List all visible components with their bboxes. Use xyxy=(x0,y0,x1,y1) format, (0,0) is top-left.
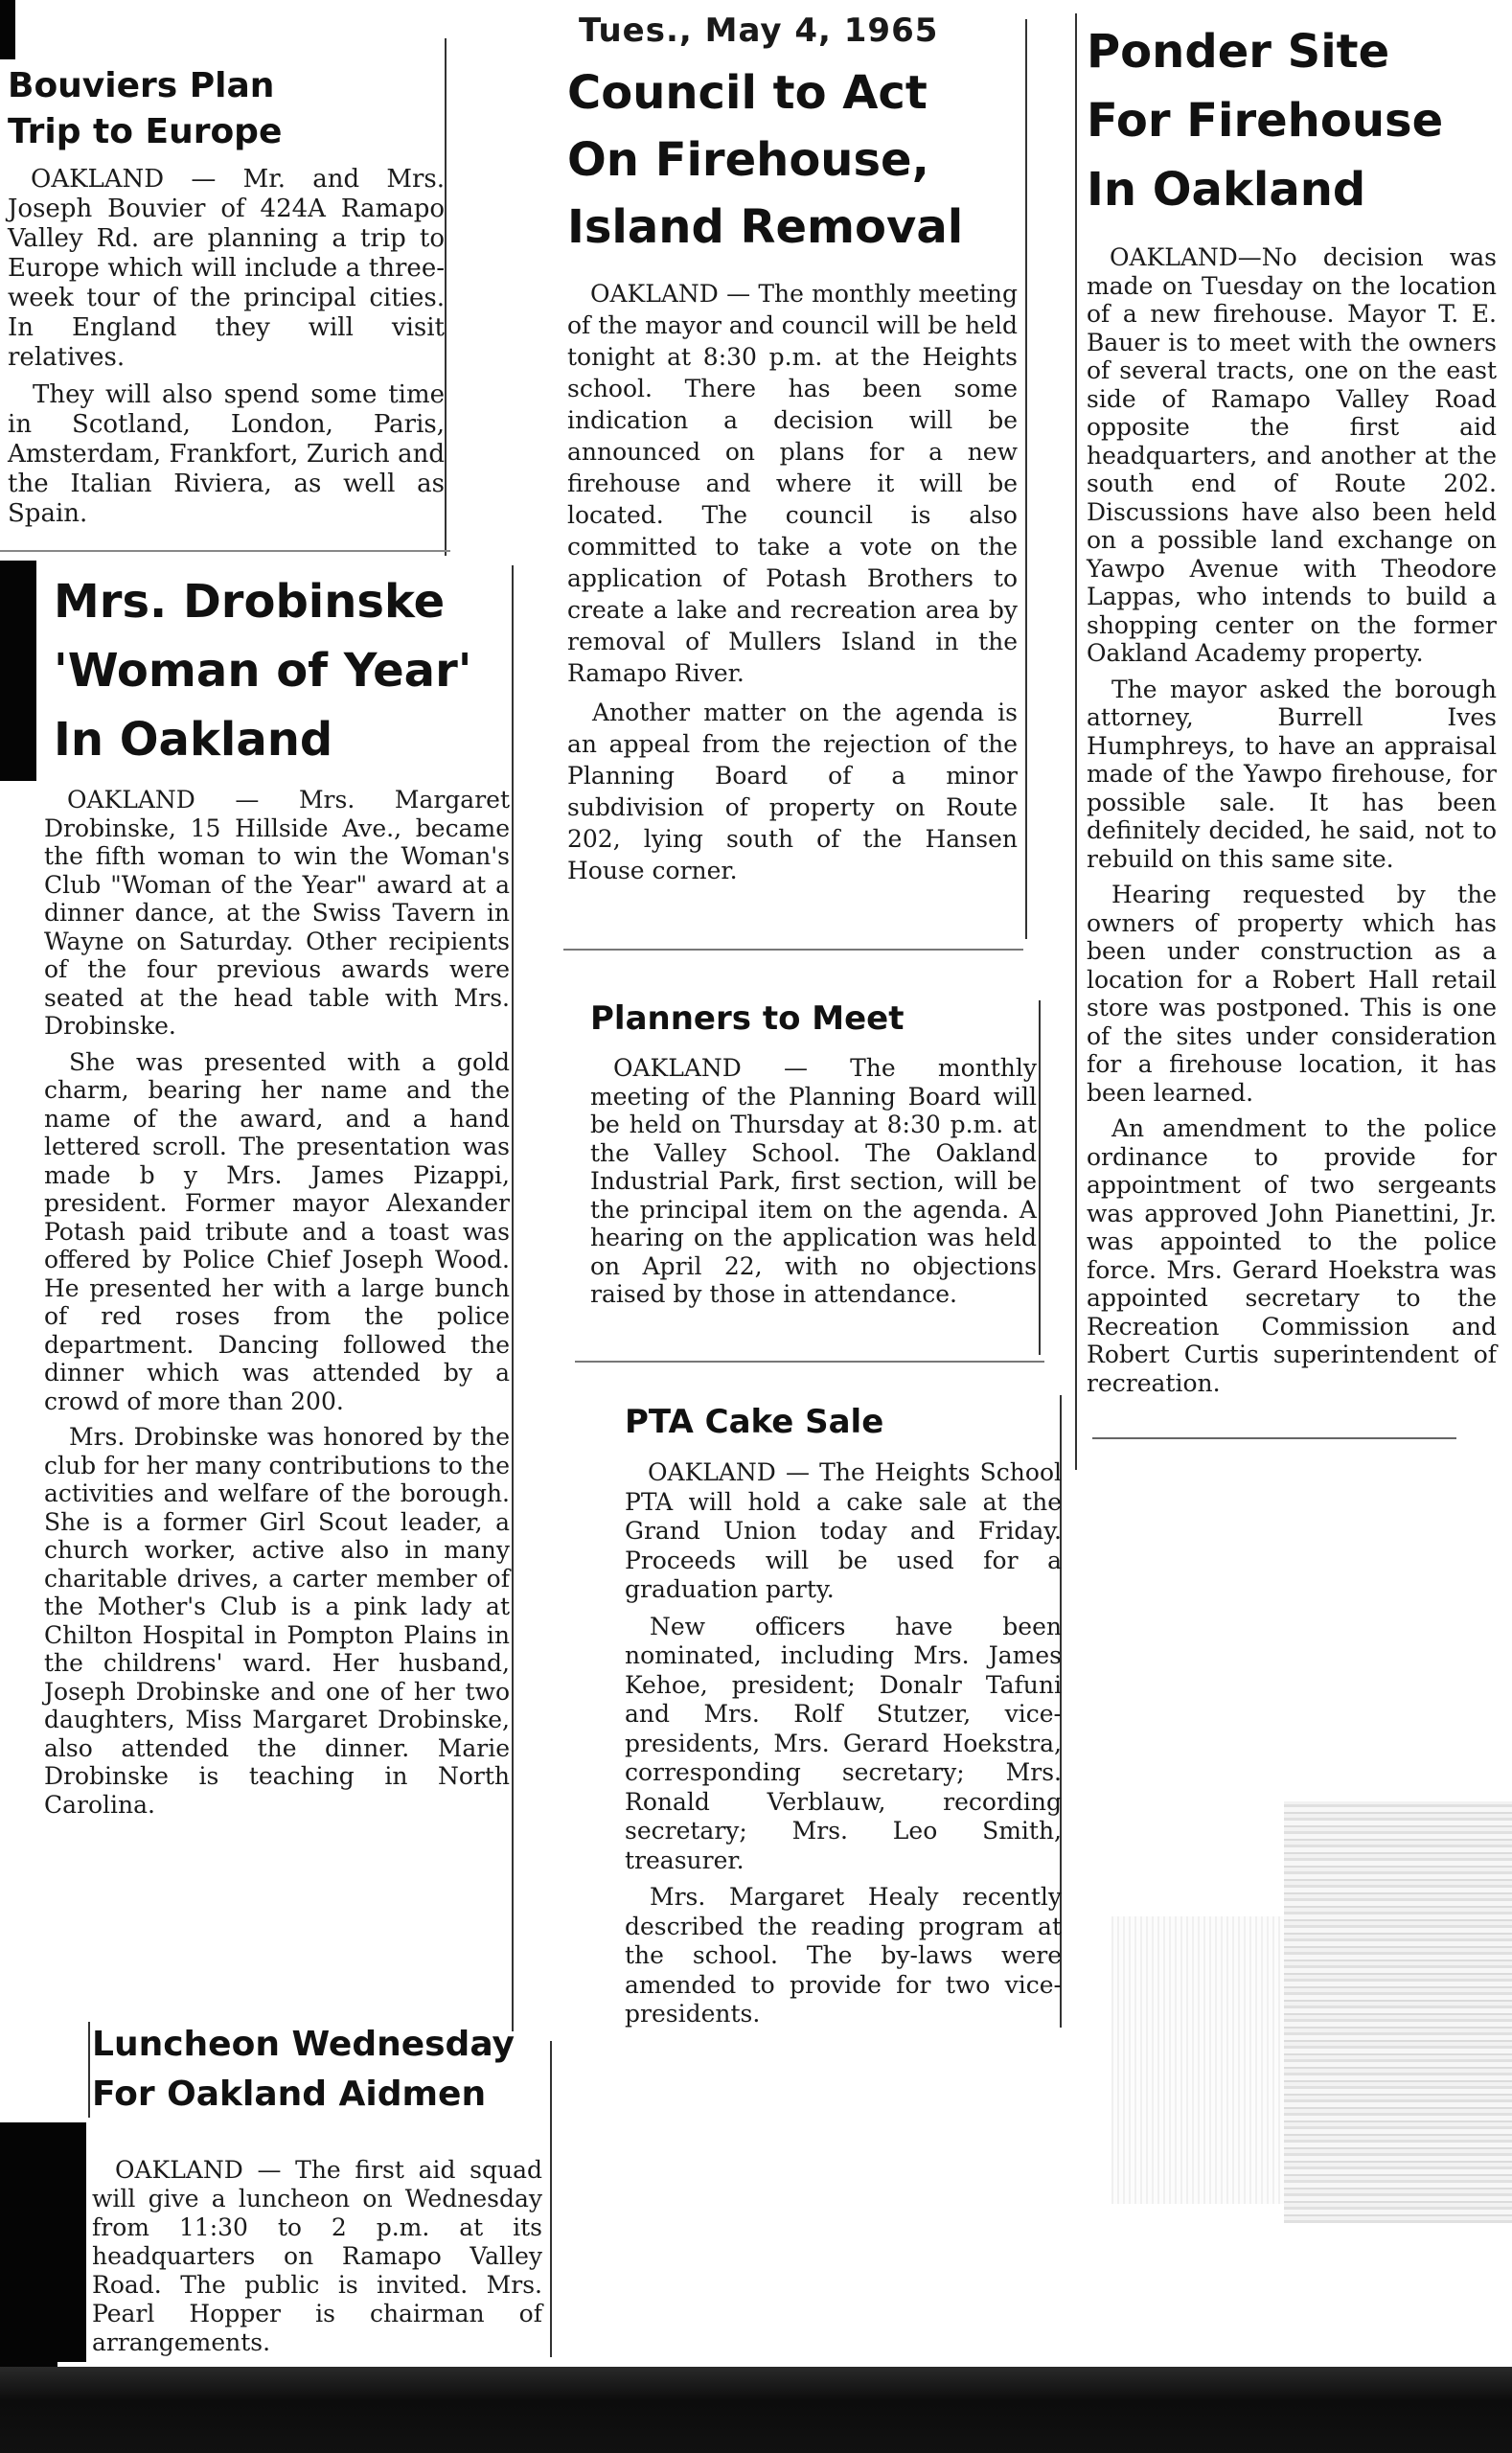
article-headline xyxy=(54,567,510,774)
clipping-edge xyxy=(1075,13,1077,1470)
article-headline xyxy=(625,1395,1062,1449)
clipping-edge xyxy=(512,565,514,2031)
clipping-edge xyxy=(550,2041,552,2357)
article-paragraph: OAKLAND — The Heights School PTA will hold a cake sale at the Grand Union today and Friday. Proceeds will be used for a graduation party. xyxy=(625,1458,1062,1603)
article-paragraph: Another matter on the agenda is an appeal from the rejection of the Planning Board of a minor subdivision of property on Route 202, lying south of the Hansen House corner. xyxy=(567,699,1018,884)
article-body xyxy=(92,2156,542,2357)
headline-line: On Firehouse, xyxy=(567,133,929,187)
article-paragraph: OAKLAND—No decision was made on Tuesday on the location of a new firehouse. Mayor T. E. Bauer is to meet with the owners of several tracts, one on the east side of Ramapo Valley Road opposite the first aid headquarters, and another at the south end of Route 202. Discussions have also been held on a possible land exchange on Yawpo Avenue with Theodore Lappas, who intends to build a shopping center on the former Oakland Academy property. xyxy=(1087,243,1497,667)
article-paragraph: OAKLAND — Mr. and Mrs. Joseph Bouvier of 424A Ramapo Valley Rd. are planning a trip to Europe which will include a three-week tour of the principal cities. In England they will visit relatives. xyxy=(8,165,445,372)
article-pta xyxy=(625,1395,1062,2037)
headline-line: Bouviers Plan xyxy=(8,66,275,105)
headline-line: In Oakland xyxy=(1087,163,1366,217)
clipping-edge xyxy=(1025,19,1027,939)
scan-bottom-border xyxy=(0,2367,1512,2453)
clipping-edge xyxy=(445,38,447,556)
article-body xyxy=(625,1458,1062,2029)
article-paragraph: Mrs. Drobinske was honored by the club for her many contributions to the activities and welfare of the borough. She is a former Girl Scout leader, a church worker, active also in many charitable drives, a carter member of the Mother's Club is a pink lady at Chilton Hospital in Pompton Plains in the childrens' ward. Her husband, Joseph Drobinske and one of her two daughters, Miss Margaret Drobinske, also attended the dinner. Marie Drobinske is teaching in North Carolina. xyxy=(44,1423,510,1819)
article-paragraph: They will also spend some time in Scotland, London, Paris, Amsterdam, Frankfort, Zurich and the Italian Riviera, as well as Spain. xyxy=(8,380,445,528)
article-paragraph: Hearing requested by the owners of property which has been under construction as a location for a Robert Hall retail store was postponed. This is one of the sites under consideration for a firehouse location, it has been learned. xyxy=(1087,881,1497,1107)
article-paragraph: Mrs. Margaret Healy recently described the reading program at the school. The by-laws were amended to provide for two vice-presidents. xyxy=(625,1883,1062,2028)
headline-line: Council to Act xyxy=(567,66,928,120)
article-headline xyxy=(590,993,1037,1044)
scan-border xyxy=(0,2122,86,2362)
article-luncheon xyxy=(92,2020,542,2365)
article-paragraph: OAKLAND — The monthly meeting of the mayor and council will be held tonight at 8:30 p.m. at the Heights school. There has been some indication a decision will be announced on plans for a new firehouse and where it will be located. The council is also committed to take a vote on the application of Potash Brothers to create a lake and recreation area by removal of Mullers Island in the Ramapo River. xyxy=(567,280,1018,687)
clipping-edge xyxy=(88,2022,90,2118)
article-paragraph: The mayor asked the borough attorney, Burrell Ives Humphreys, to have an appraisal made of the Yawpo firehouse, for possible sale. It has been definitely decided, he said, not to rebuild on this same site. xyxy=(1087,675,1497,873)
article-headline xyxy=(1087,17,1497,224)
article-ponder xyxy=(1087,17,1497,1405)
headline-line: In Oakland xyxy=(54,713,333,767)
headline-line: Luncheon Wednesday xyxy=(92,2025,515,2064)
headline-line: For Oakland Aidmen xyxy=(92,2075,487,2114)
scan-border xyxy=(0,0,15,59)
headline-line: Planners to Meet xyxy=(590,999,905,1038)
headline-line: Mrs. Drobinske xyxy=(54,575,446,629)
article-body xyxy=(567,278,1018,886)
article-headline xyxy=(567,59,1018,261)
headline-line: For Firehouse xyxy=(1087,94,1444,148)
article-paragraph: An amendment to the police ordinance to provide for appointment of two sergeants was approved John Pianettini, Jr. was appointed to the police force. Mrs. Gerard Hoekstra was appointed secretary to the Recreation Commission and Robert Curtis superintendent of recreation. xyxy=(1087,1114,1497,1397)
paper-stain xyxy=(1111,1916,1284,2204)
headline-line: Island Removal xyxy=(567,200,964,254)
article-paragraph: She was presented with a gold charm, bearing her name and the name of the award, and a hand lettered scroll. The presentation was made b y Mrs. James Pizappi, president. Former mayor Alexander Potash paid tribute and a toast was offered by Police Chief Joseph Wood. He presented her with a large bunch of red roses from the police department. Dancing followed the dinner which was attended by a crowd of more than 200. xyxy=(44,1047,510,1415)
article-paragraph: OAKLAND — The first aid squad will give a luncheon on Wednesday from 11:30 to 2 p.m. at its headquarters on Ramapo Valley Road. The public is invited. Mrs. Pearl Hopper is chairman of arrangements. xyxy=(92,2156,542,2356)
clipping-edge xyxy=(575,1361,1044,1363)
article-body xyxy=(590,1054,1037,1309)
date-stamp: Tues., May 4, 1965 xyxy=(579,11,939,50)
article-body xyxy=(44,786,510,1819)
article-headline xyxy=(92,2020,542,2120)
headline-line: 'Woman of Year' xyxy=(54,644,472,698)
article-paragraph: OAKLAND — Mrs. Margaret Drobinske, 15 Hillside Ave., became the fifth woman to win the Woman's Club "Woman of the Year" award at a dinner dance, at the Swiss Tavern in Wayne on Saturday. Other recipients of the four previous awards were seated at the head table with Mrs. Drobinske. xyxy=(44,786,510,1040)
clipping-edge xyxy=(0,550,450,552)
article-bouvier xyxy=(8,63,445,537)
article-headline xyxy=(8,63,445,155)
article-body xyxy=(1087,243,1497,1397)
scan-border xyxy=(0,561,36,781)
article-paragraph: New officers have been nominated, including Mrs. James Kehoe, president; Donalr Tafuni and Mrs. Rolf Stutzer, vice-presidents, Mrs. Gerard Hoekstra, corresponding secretary; Mrs. Ronald Verblauw, recording secretary; Mrs. Leo Smith, treasurer. xyxy=(625,1612,1062,1874)
clipping-edge xyxy=(1092,1437,1456,1439)
article-body xyxy=(8,165,445,529)
article-council xyxy=(567,11,1018,894)
article-drobinske xyxy=(44,567,510,1826)
article-planners xyxy=(590,993,1037,1317)
headline-line: PTA Cake Sale xyxy=(625,1403,884,1441)
paper-stain xyxy=(1284,1801,1512,2223)
article-paragraph: OAKLAND — The monthly meeting of the Planning Board will be held on Thursday at 8:30 p.m. at the Valley School. The Oakland Industrial Park, first section, will be the principal item on the agenda. A hearing on the application was held on April 22, with no objections raised by those in attendance. xyxy=(590,1054,1037,1308)
clipping-edge xyxy=(563,949,1023,951)
clipping-edge xyxy=(1039,1000,1041,1355)
headline-line: Ponder Site xyxy=(1087,25,1390,79)
headline-line: Trip to Europe xyxy=(8,112,283,151)
